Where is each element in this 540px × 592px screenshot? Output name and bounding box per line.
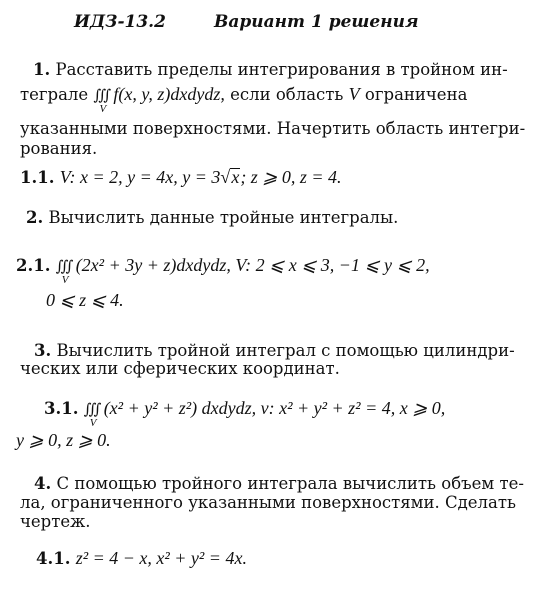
task1-sub-expr-a: V: x = 2, y = 4x, y = 3 bbox=[59, 167, 221, 187]
task1-sub-expr-b: ; z ⩾ 0, z = 4. bbox=[240, 167, 342, 187]
task4-line1 bbox=[34, 474, 524, 494]
triple-integral-symbol: ∭ V bbox=[93, 88, 109, 115]
task1-sub1 bbox=[20, 167, 342, 188]
task3-line1 bbox=[34, 341, 515, 361]
doc-variant-title: Вариант 1 решения bbox=[214, 12, 419, 32]
task1-line2-prefix: теграле bbox=[20, 85, 89, 104]
task1-sub-sqrt-arg: x bbox=[231, 167, 240, 187]
task1-line3: указанными поверхностями. Начертить область интегри- bbox=[20, 119, 526, 138]
task2-expr-cont: 0 ⩽ z ⩽ 4. bbox=[46, 290, 124, 310]
task4-line2: ла, ограниченного указанными поверхностями. Сделать bbox=[20, 493, 516, 512]
task2-expr: (2x² + 3y + z)dxdydz, V: 2 ⩽ x ⩽ 3, −1 ⩽ y ⩽ 2, bbox=[75, 255, 430, 275]
task2-sub1 bbox=[16, 255, 430, 286]
task2-line1 bbox=[26, 208, 398, 228]
triple-integral-symbol: ∭ V bbox=[83, 402, 99, 429]
task1-region-var: V bbox=[348, 84, 360, 104]
task2-number: 2. bbox=[26, 208, 44, 227]
task4-sub-number: 4.1. bbox=[36, 549, 71, 568]
task1-sub-number: 1.1. bbox=[20, 168, 55, 187]
task3-expr: (x² + y² + z²) dxdydz, v: x² + y² + z² = 4, x ⩾ 0, bbox=[103, 398, 446, 418]
task3-sub1 bbox=[44, 398, 446, 429]
task3-text-line1: Вычислить тройной интеграл с помощью цилиндри- bbox=[56, 341, 515, 360]
task4-expr: z² = 4 − x, x² + y² = 4x. bbox=[75, 548, 247, 568]
task2-text: Вычислить данные тройные интегралы. bbox=[48, 208, 399, 227]
task1-line2 bbox=[20, 84, 468, 115]
task1-line2-end: ограничена bbox=[364, 85, 468, 104]
task1-line2-suffix: если область bbox=[230, 85, 344, 104]
task2-sub-number: 2.1. bbox=[16, 256, 51, 275]
triple-integral-symbol: ∭ V bbox=[55, 259, 71, 286]
task1-number: 1. bbox=[33, 60, 51, 79]
task1-text-line1: Расставить пределы интегрирования в тройном ин- bbox=[55, 60, 508, 79]
sqrt-sign: √ bbox=[220, 167, 231, 187]
task4-number: 4. bbox=[34, 474, 52, 493]
task4-line3: чертеж. bbox=[20, 512, 91, 531]
task1-integrand: f(x, y, z)dxdydz, bbox=[113, 84, 225, 104]
task1-line4: рования. bbox=[20, 139, 98, 158]
task3-expr-cont: y ⩾ 0, z ⩾ 0. bbox=[16, 430, 111, 450]
task1-line1 bbox=[33, 60, 508, 80]
task4-sub1 bbox=[36, 548, 247, 569]
task3-line2: ческих или сферических координат. bbox=[20, 359, 340, 378]
task3-number: 3. bbox=[34, 341, 52, 360]
task3-sub-number: 3.1. bbox=[44, 399, 79, 418]
task4-text-line1: С помощью тройного интеграла вычислить объем те- bbox=[56, 474, 524, 493]
doc-code: ИДЗ-13.2 bbox=[74, 12, 166, 32]
